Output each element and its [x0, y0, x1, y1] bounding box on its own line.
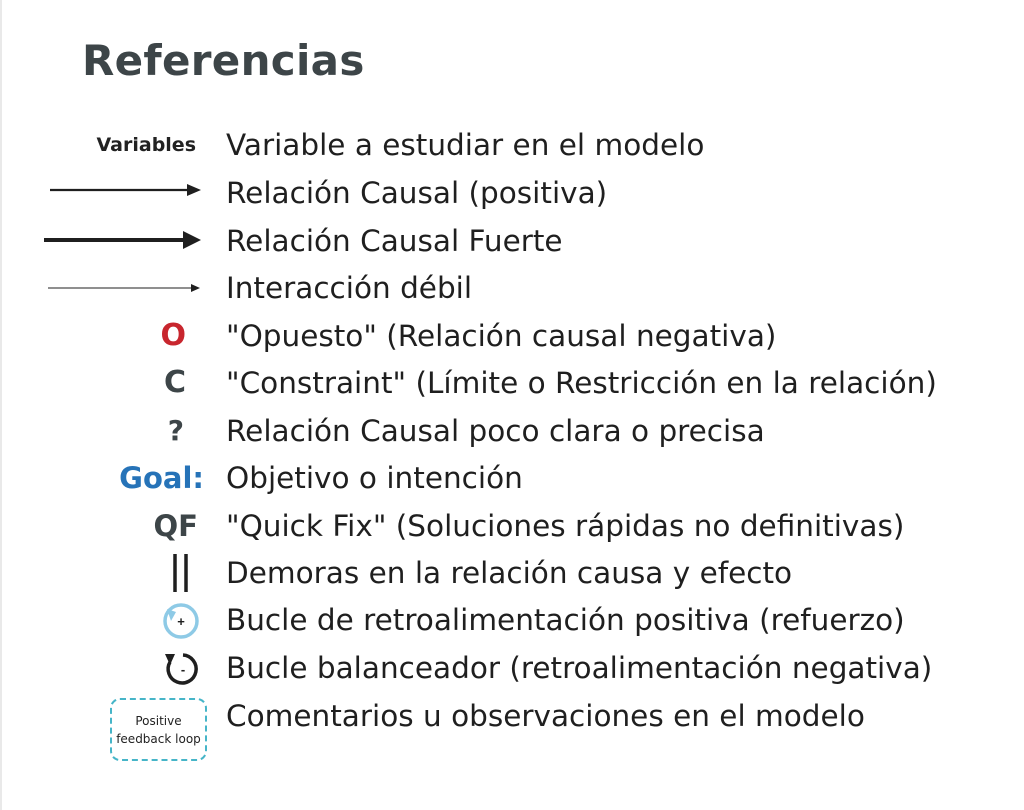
loop-plus-sign: +: [177, 614, 185, 629]
legend-symbol: [0, 268, 206, 308]
legend-symbol: [0, 411, 206, 451]
legend-row-constraint: [0, 363, 1024, 403]
legend-symbol: [0, 221, 206, 261]
legend-symbol: [0, 363, 206, 403]
legend-description: Relación Causal Fuerte: [226, 224, 563, 258]
legend-description: Relación Causal (positiva): [226, 176, 608, 210]
question-symbol: ?: [167, 414, 184, 447]
legend-symbol: [0, 458, 206, 498]
legend-symbol: [0, 173, 206, 213]
legend-symbol: [0, 648, 206, 688]
legend-row-variables: [0, 125, 1024, 165]
legend-description: Objetivo o intención: [226, 461, 523, 495]
legend-row-comment: [0, 696, 1024, 768]
legend-symbol: [0, 316, 206, 356]
arrow-weak-icon: [0, 268, 206, 308]
legend-description: "Opuesto" (Relación causal negativa): [226, 319, 777, 353]
legend-row-balancing-loop: [0, 648, 1024, 688]
legend-row-causal-strong: [0, 221, 1024, 261]
legend-description: Variable a estudiar en el modelo: [226, 128, 705, 162]
reinforcing-loop-icon: [0, 600, 206, 640]
legend-symbol: [0, 506, 206, 546]
balancing-loop-icon: [0, 648, 206, 688]
legend-row-opuesto: [0, 316, 1024, 356]
legend-row-weak-interaction: [0, 268, 1024, 308]
legend-row-quick-fix: [0, 506, 1024, 546]
legend-description: Interacción débil: [226, 271, 473, 305]
legend-row-unclear: [0, 411, 1024, 451]
legend-description: Demoras en la relación causa y efecto: [226, 556, 793, 590]
legend-description: Bucle de retroalimentación positiva (refuerzo): [226, 603, 905, 637]
goal-symbol: Goal:: [119, 461, 204, 495]
arrow-normal-icon: [0, 173, 206, 213]
legend-description: Relación Causal poco clara o precisa: [226, 414, 765, 448]
legend-row-delay: [0, 553, 1024, 593]
legend-row-reinforcing-loop: [0, 600, 1024, 640]
loop-minus-sign: -: [180, 662, 186, 677]
page-title: Referencias: [82, 36, 365, 85]
constraint-symbol: C: [163, 365, 186, 400]
quick-fix-symbol: QF: [153, 509, 198, 543]
delay-marks-icon: [0, 553, 206, 593]
legend-symbol: [0, 600, 206, 640]
legend-row-causal-positive: [0, 173, 1024, 213]
legend-description: "Quick Fix" (Soluciones rápidas no definitivas): [226, 509, 905, 543]
legend-symbol: [0, 125, 206, 165]
legend-description: "Constraint" (Límite o Restricción en la relación): [226, 366, 937, 400]
opuesto-symbol: O: [160, 318, 186, 353]
comment-box: [110, 698, 207, 761]
legend-symbol: [0, 696, 206, 768]
variables-label: Variables: [96, 134, 196, 156]
legend-row-goal: [0, 458, 1024, 498]
legend-description: Bucle balanceador (retroalimentación negativa): [226, 651, 933, 685]
arrow-strong-icon: [0, 221, 206, 261]
comment-box-text: Positive feedback loop: [116, 713, 201, 746]
left-border: [0, 0, 2, 810]
legend-description: Comentarios u observaciones en el modelo: [226, 699, 865, 733]
legend-symbol: [0, 553, 206, 593]
